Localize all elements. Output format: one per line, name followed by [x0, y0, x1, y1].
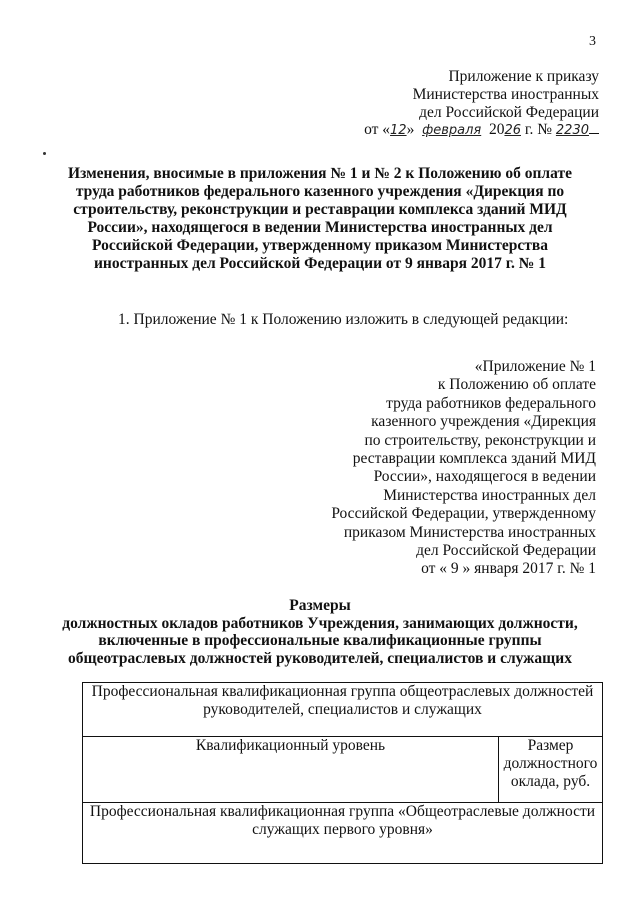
main-title-line: Российской Федерации, утвержденному приказом Министерства [92, 237, 548, 254]
order-day-close: » [406, 121, 415, 138]
quoted-appendix-line: труда работников федерального [386, 394, 596, 412]
quoted-appendix-line: приказом Министерства иностранных [343, 523, 596, 541]
scan-speck [43, 152, 46, 155]
order-month-handwritten: февраля [422, 123, 482, 138]
quoted-appendix-line: от « 9 » января 2017 г. № 1 [421, 560, 596, 578]
quoted-appendix-line: России», находящегося в ведении [373, 468, 596, 486]
quoted-appendix-line: Российской Федерации, утвержденному [331, 505, 596, 523]
sizes-section-title [60, 597, 580, 667]
group-header-cell [83, 683, 603, 737]
quoted-appendix-line: «Приложение № 1 [474, 358, 596, 375]
order-date-number-line [364, 121, 599, 139]
main-title-line: труда работников федерального казенного учреждения «Дирекция по [75, 183, 565, 200]
main-title-line: строительству, реконструкции и реставрации комплекса зданий МИД [73, 201, 567, 218]
order-number-underline [589, 133, 599, 134]
sizes-title-line: должностных окладов работников Учреждения, занимающих должности, [62, 614, 578, 632]
appendix-header-line: дел Российской Федерации [419, 104, 599, 121]
sizes-title-line: общеотраслевых должностей руководителей, специалистов и служащих [68, 649, 572, 667]
main-title-line: иностранных дел Российской Федерации от 9 января 2017 г. № 1 [94, 255, 546, 272]
order-year-prefix: 20 [488, 121, 505, 138]
main-title-line: Изменения, вносимые в приложения № 1 и № 2 к Положению об оплате [68, 165, 572, 182]
column-header-salary-line: должностного [503, 755, 598, 772]
quoted-appendix-line: Министерства иностранных дел [383, 486, 596, 504]
quoted-appendix-line: казенного учреждения «Дирекция [371, 413, 596, 431]
quoted-appendix-header [296, 358, 596, 579]
appendix-header [299, 68, 599, 122]
main-title [60, 165, 580, 273]
quoted-appendix-line: к Положению об оплате [437, 376, 596, 394]
table-row [83, 683, 603, 737]
quoted-appendix-line: по строительству, реконструкции и [364, 431, 596, 449]
column-header-level: Квалификационный уровень [83, 737, 499, 803]
quoted-appendix-line: реставрации комплекса зданий МИД [352, 450, 596, 468]
main-title-line: России», находящегося в ведении Министерства иностранных дел [87, 219, 553, 236]
order-year-handwritten: 26 [504, 123, 521, 138]
item-1-paragraph: 1. Приложение № 1 к Положению изложить в следующей редакции: [118, 311, 569, 328]
column-header-salary [499, 737, 603, 803]
sizes-title-line: включенные в профессиональные квалификационные группы [98, 632, 542, 649]
order-year-end: г. № [524, 121, 553, 138]
column-header-salary-line: оклада, руб. [510, 773, 591, 790]
page-number: 3 [589, 34, 596, 49]
sizes-title-line: Размеры [289, 597, 351, 614]
first-group-cell [83, 803, 603, 864]
order-prefix: от « [364, 121, 391, 138]
group-header-line: руководителей, специалистов и служащих [203, 701, 482, 718]
appendix-header-line: Министерства иностранных [412, 86, 599, 103]
group-header-line: Профессиональная квалификационная группа общеотраслевых должностей [91, 683, 594, 700]
column-header-salary-line: Размер [527, 737, 574, 754]
first-group-line: Профессиональная квалификационная группа «Общеотраслевые должности [89, 803, 596, 820]
first-group-line: служащих первого уровня» [252, 821, 433, 838]
table-row [83, 737, 603, 803]
table-row [83, 803, 603, 864]
salary-table [82, 682, 603, 864]
order-day-handwritten: 12 [390, 123, 407, 138]
appendix-header-line: Приложение к приказу [448, 68, 599, 85]
order-number-handwritten: 2230 [555, 123, 589, 138]
quoted-appendix-line: дел Российской Федерации [416, 542, 596, 560]
